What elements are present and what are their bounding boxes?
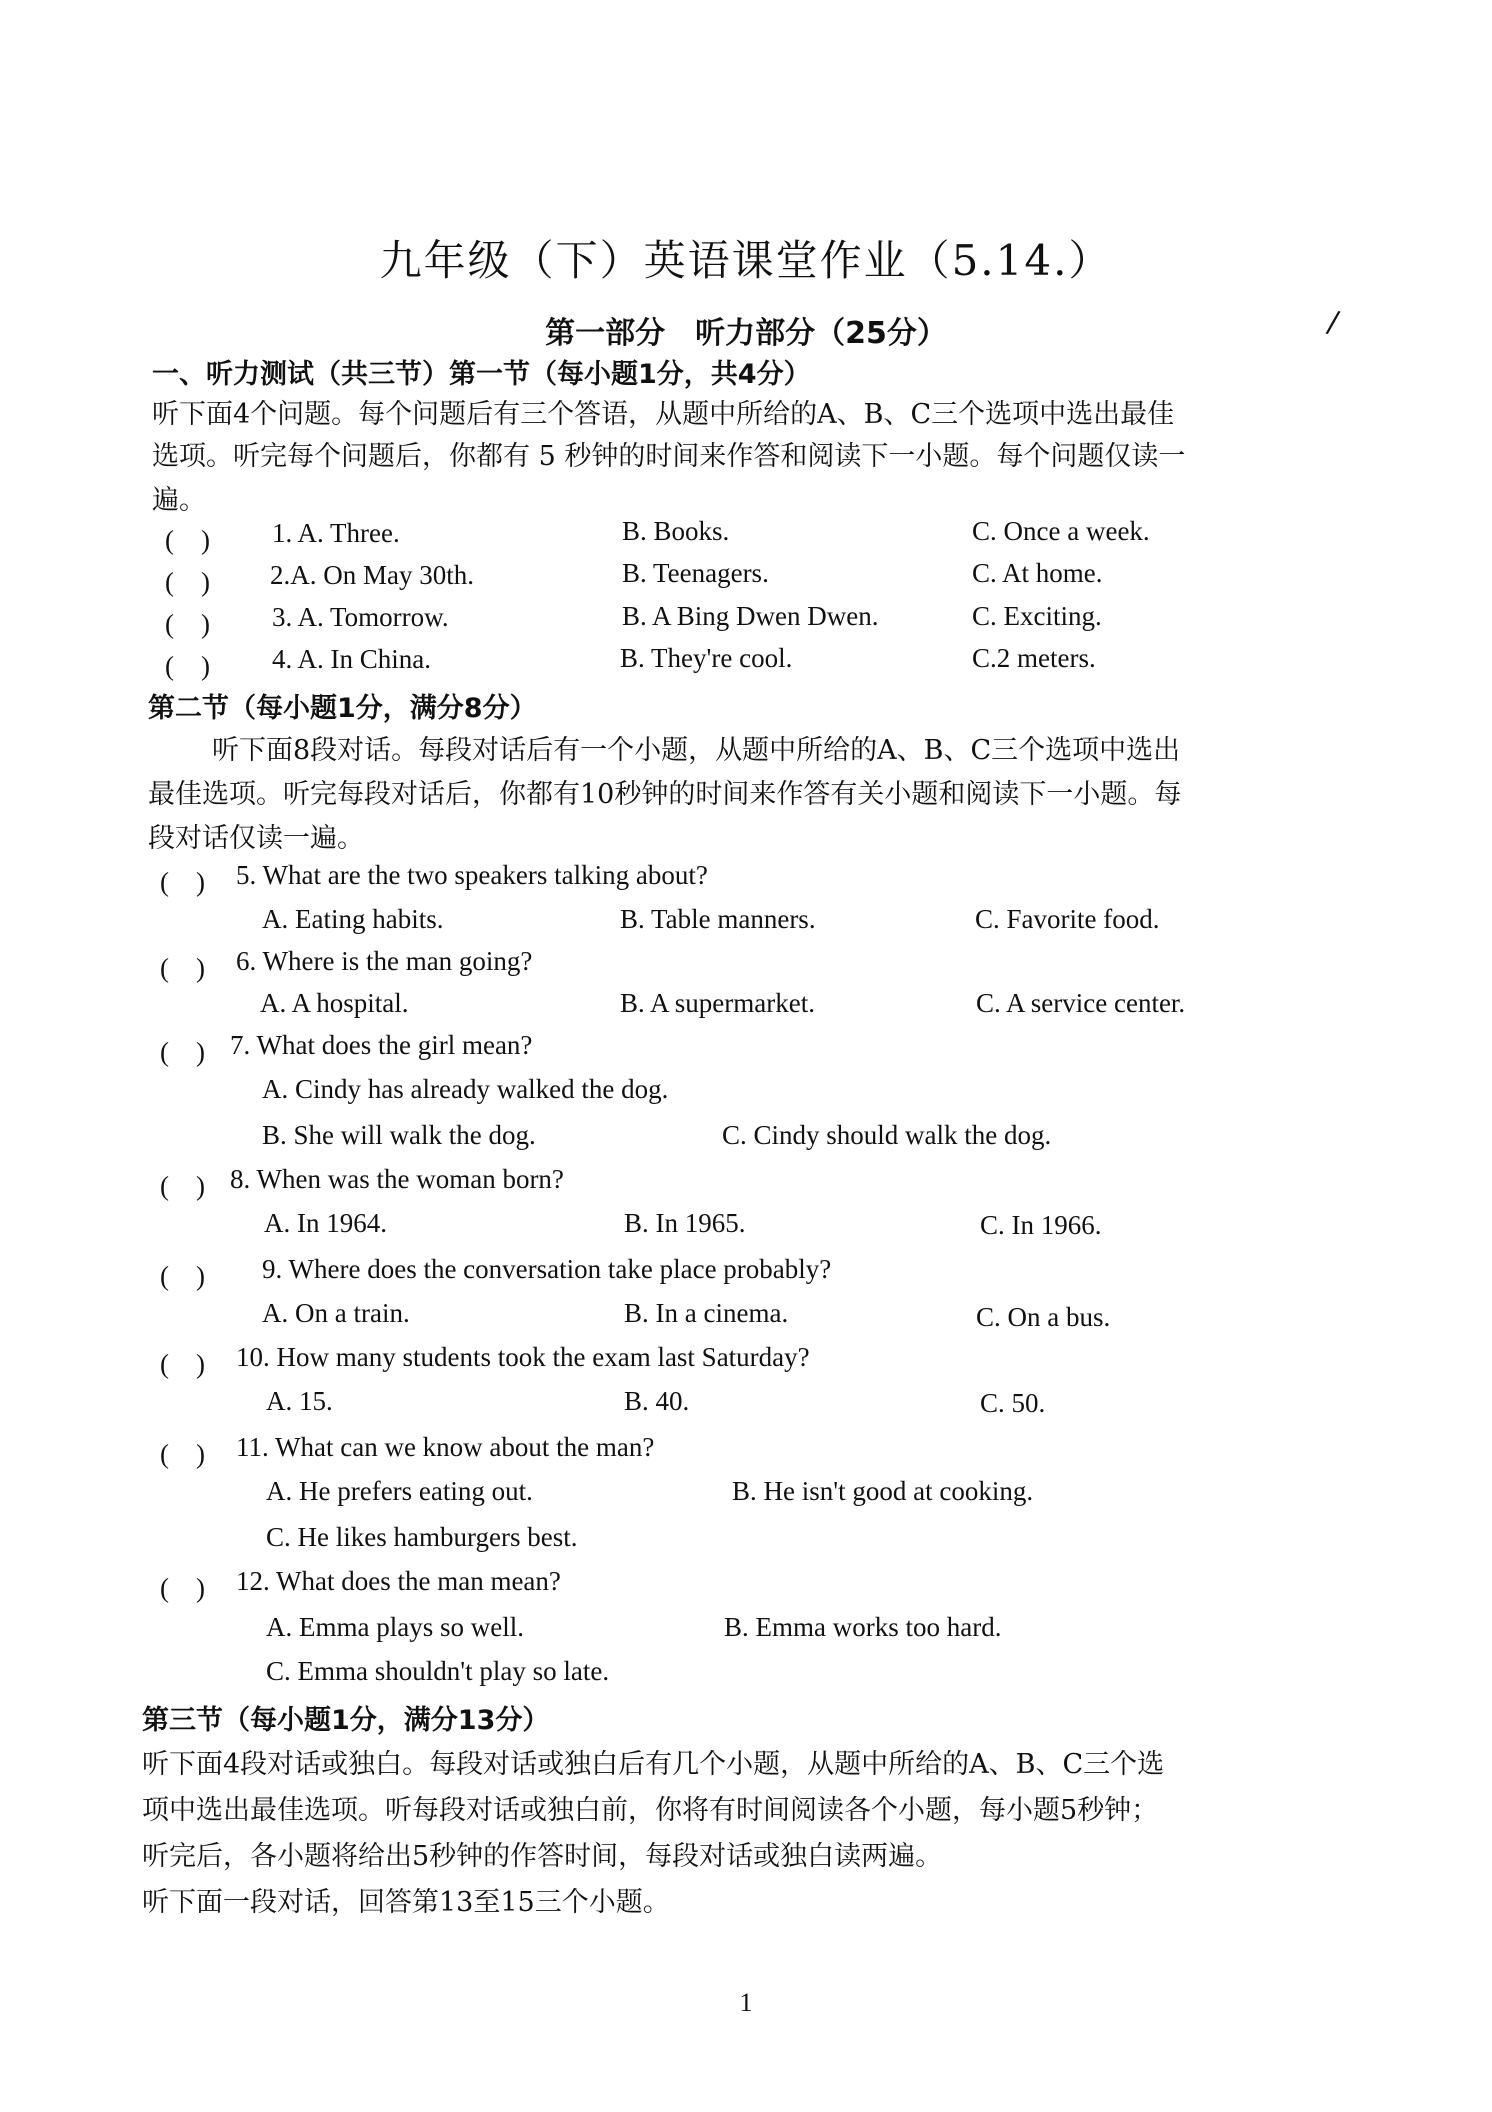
section2-heading: 第二节（每小题1分，满分8分） (148, 693, 537, 724)
option-c: C. Exciting. (972, 601, 1102, 631)
option-c: C. He likes hamburgers best. (266, 1522, 578, 1552)
option-c: C. Once a week. (972, 516, 1150, 546)
question-stem: 11. What can we know about the man? (236, 1432, 655, 1462)
option-c: C. Favorite food. (975, 904, 1160, 934)
question-stem: 12. What does the man mean? (236, 1566, 561, 1596)
section2-instruction-1: 听下面8段对话。每段对话后有一个小题，从题中所给的A、B、C三个选项中选出 (212, 735, 1181, 766)
section1-instruction-3: 遍。 (152, 485, 206, 516)
option-b: B. Emma works too hard. (724, 1612, 1002, 1642)
option-c: C. A service center. (976, 988, 1186, 1018)
section3-instruction-4: 听下面一段对话，回答第13至15三个小题。 (142, 1887, 670, 1918)
answer-blank[interactable]: ( ) (160, 1261, 205, 1291)
option-a: A. On a train. (262, 1298, 410, 1328)
option-a: 3. A. Tomorrow. (272, 602, 449, 632)
page-title: 九年级（下）英语课堂作业（5.14.） (379, 236, 1113, 285)
answer-blank[interactable]: ( ) (160, 1349, 205, 1379)
section1-heading: 一、听力测试（共三节）第一节（每小题1分，共4分） (152, 359, 811, 390)
option-b: B. She will walk the dog. (262, 1120, 536, 1150)
option-c: C. In 1966. (980, 1210, 1102, 1240)
option-c: C. Emma shouldn't play so late. (266, 1656, 610, 1686)
option-a: A. Cindy has already walked the dog. (262, 1074, 669, 1104)
section3-instruction-1: 听下面4段对话或独白。每段对话或独白后有几个小题，从题中所给的A、B、C三个选 (142, 1749, 1165, 1780)
option-c: C. Cindy should walk the dog. (722, 1120, 1052, 1150)
section3-instruction-2: 项中选出最佳选项。听每段对话或独白前，你将有时间阅读各个小题，每小题5秒钟； (142, 1795, 1159, 1826)
answer-blank[interactable]: ( ) (165, 525, 210, 555)
section2-instruction-3: 段对话仅读一遍。 (148, 823, 364, 854)
option-b: B. He isn't good at cooking. (732, 1476, 1034, 1506)
answer-blank[interactable]: ( ) (165, 651, 210, 681)
option-a: 1. A. Three. (272, 518, 400, 548)
option-a: 4. A. In China. (272, 644, 431, 674)
option-b: B. In 1965. (624, 1208, 746, 1238)
option-c: C. On a bus. (976, 1302, 1111, 1332)
answer-blank[interactable]: ( ) (160, 867, 205, 897)
option-b: B. In a cinema. (624, 1298, 789, 1328)
option-a: A. Eating habits. (262, 904, 444, 934)
option-c: C. At home. (972, 558, 1103, 588)
option-b: B. Teenagers. (622, 558, 769, 588)
answer-blank[interactable]: ( ) (160, 953, 205, 983)
option-a: 2.A. On May 30th. (270, 560, 474, 590)
answer-blank[interactable]: ( ) (160, 1439, 205, 1469)
option-c: C. 50. (980, 1388, 1046, 1418)
section1-instruction-1: 听下面4个问题。每个问题后有三个答语，从题中所给的A、B、C三个选项中选出最佳 (152, 399, 1175, 430)
option-a: A. In 1964. (264, 1208, 387, 1238)
question-stem: 6. Where is the man going? (236, 946, 533, 976)
question-stem: 10. How many students took the exam last Saturday? (236, 1342, 810, 1372)
answer-blank[interactable]: ( ) (160, 1171, 205, 1201)
option-b: B. 40. (624, 1386, 690, 1416)
section1-instruction-2: 选项。听完每个问题后，你都有 5 秒钟的时间来作答和阅读下一小题。每个问题仅读一 (152, 441, 1186, 472)
answer-blank[interactable]: ( ) (160, 1573, 205, 1603)
section3-heading: 第三节（每小题1分，满分13分） (142, 1705, 550, 1736)
answer-blank[interactable]: ( ) (160, 1037, 205, 1067)
question-stem: 5. What are the two speakers talking about? (236, 860, 708, 890)
option-b: B. A supermarket. (620, 988, 815, 1018)
option-a: A. 15. (266, 1386, 333, 1416)
handwritten-mark: / (1324, 304, 1342, 341)
answer-blank[interactable]: ( ) (165, 609, 210, 639)
question-stem: 9. Where does the conversation take place probably? (262, 1254, 832, 1284)
answer-blank[interactable]: ( ) (165, 567, 210, 597)
question-stem: 8. When was the woman born? (230, 1164, 564, 1194)
option-b: B. They're cool. (620, 643, 793, 673)
option-a: A. A hospital. (260, 988, 409, 1018)
section3-instruction-3: 听完后，各小题将给出5秒钟的作答时间，每段对话或独白读两遍。 (142, 1841, 943, 1872)
option-a: A. He prefers eating out. (266, 1476, 533, 1506)
option-c: C.2 meters. (972, 643, 1096, 673)
option-b: B. A Bing Dwen Dwen. (622, 601, 879, 631)
question-stem: 7. What does the girl mean? (230, 1030, 533, 1060)
part-heading: 第一部分 听力部分（25分） (545, 316, 947, 351)
option-b: B. Books. (622, 516, 730, 546)
option-b: B. Table manners. (620, 904, 816, 934)
option-a: A. Emma plays so well. (266, 1612, 524, 1642)
page-number: 1 (739, 1988, 753, 2017)
section2-instruction-2: 最佳选项。听完每段对话后，你都有10秒钟的时间来作答有关小题和阅读下一小题。每 (148, 779, 1182, 810)
